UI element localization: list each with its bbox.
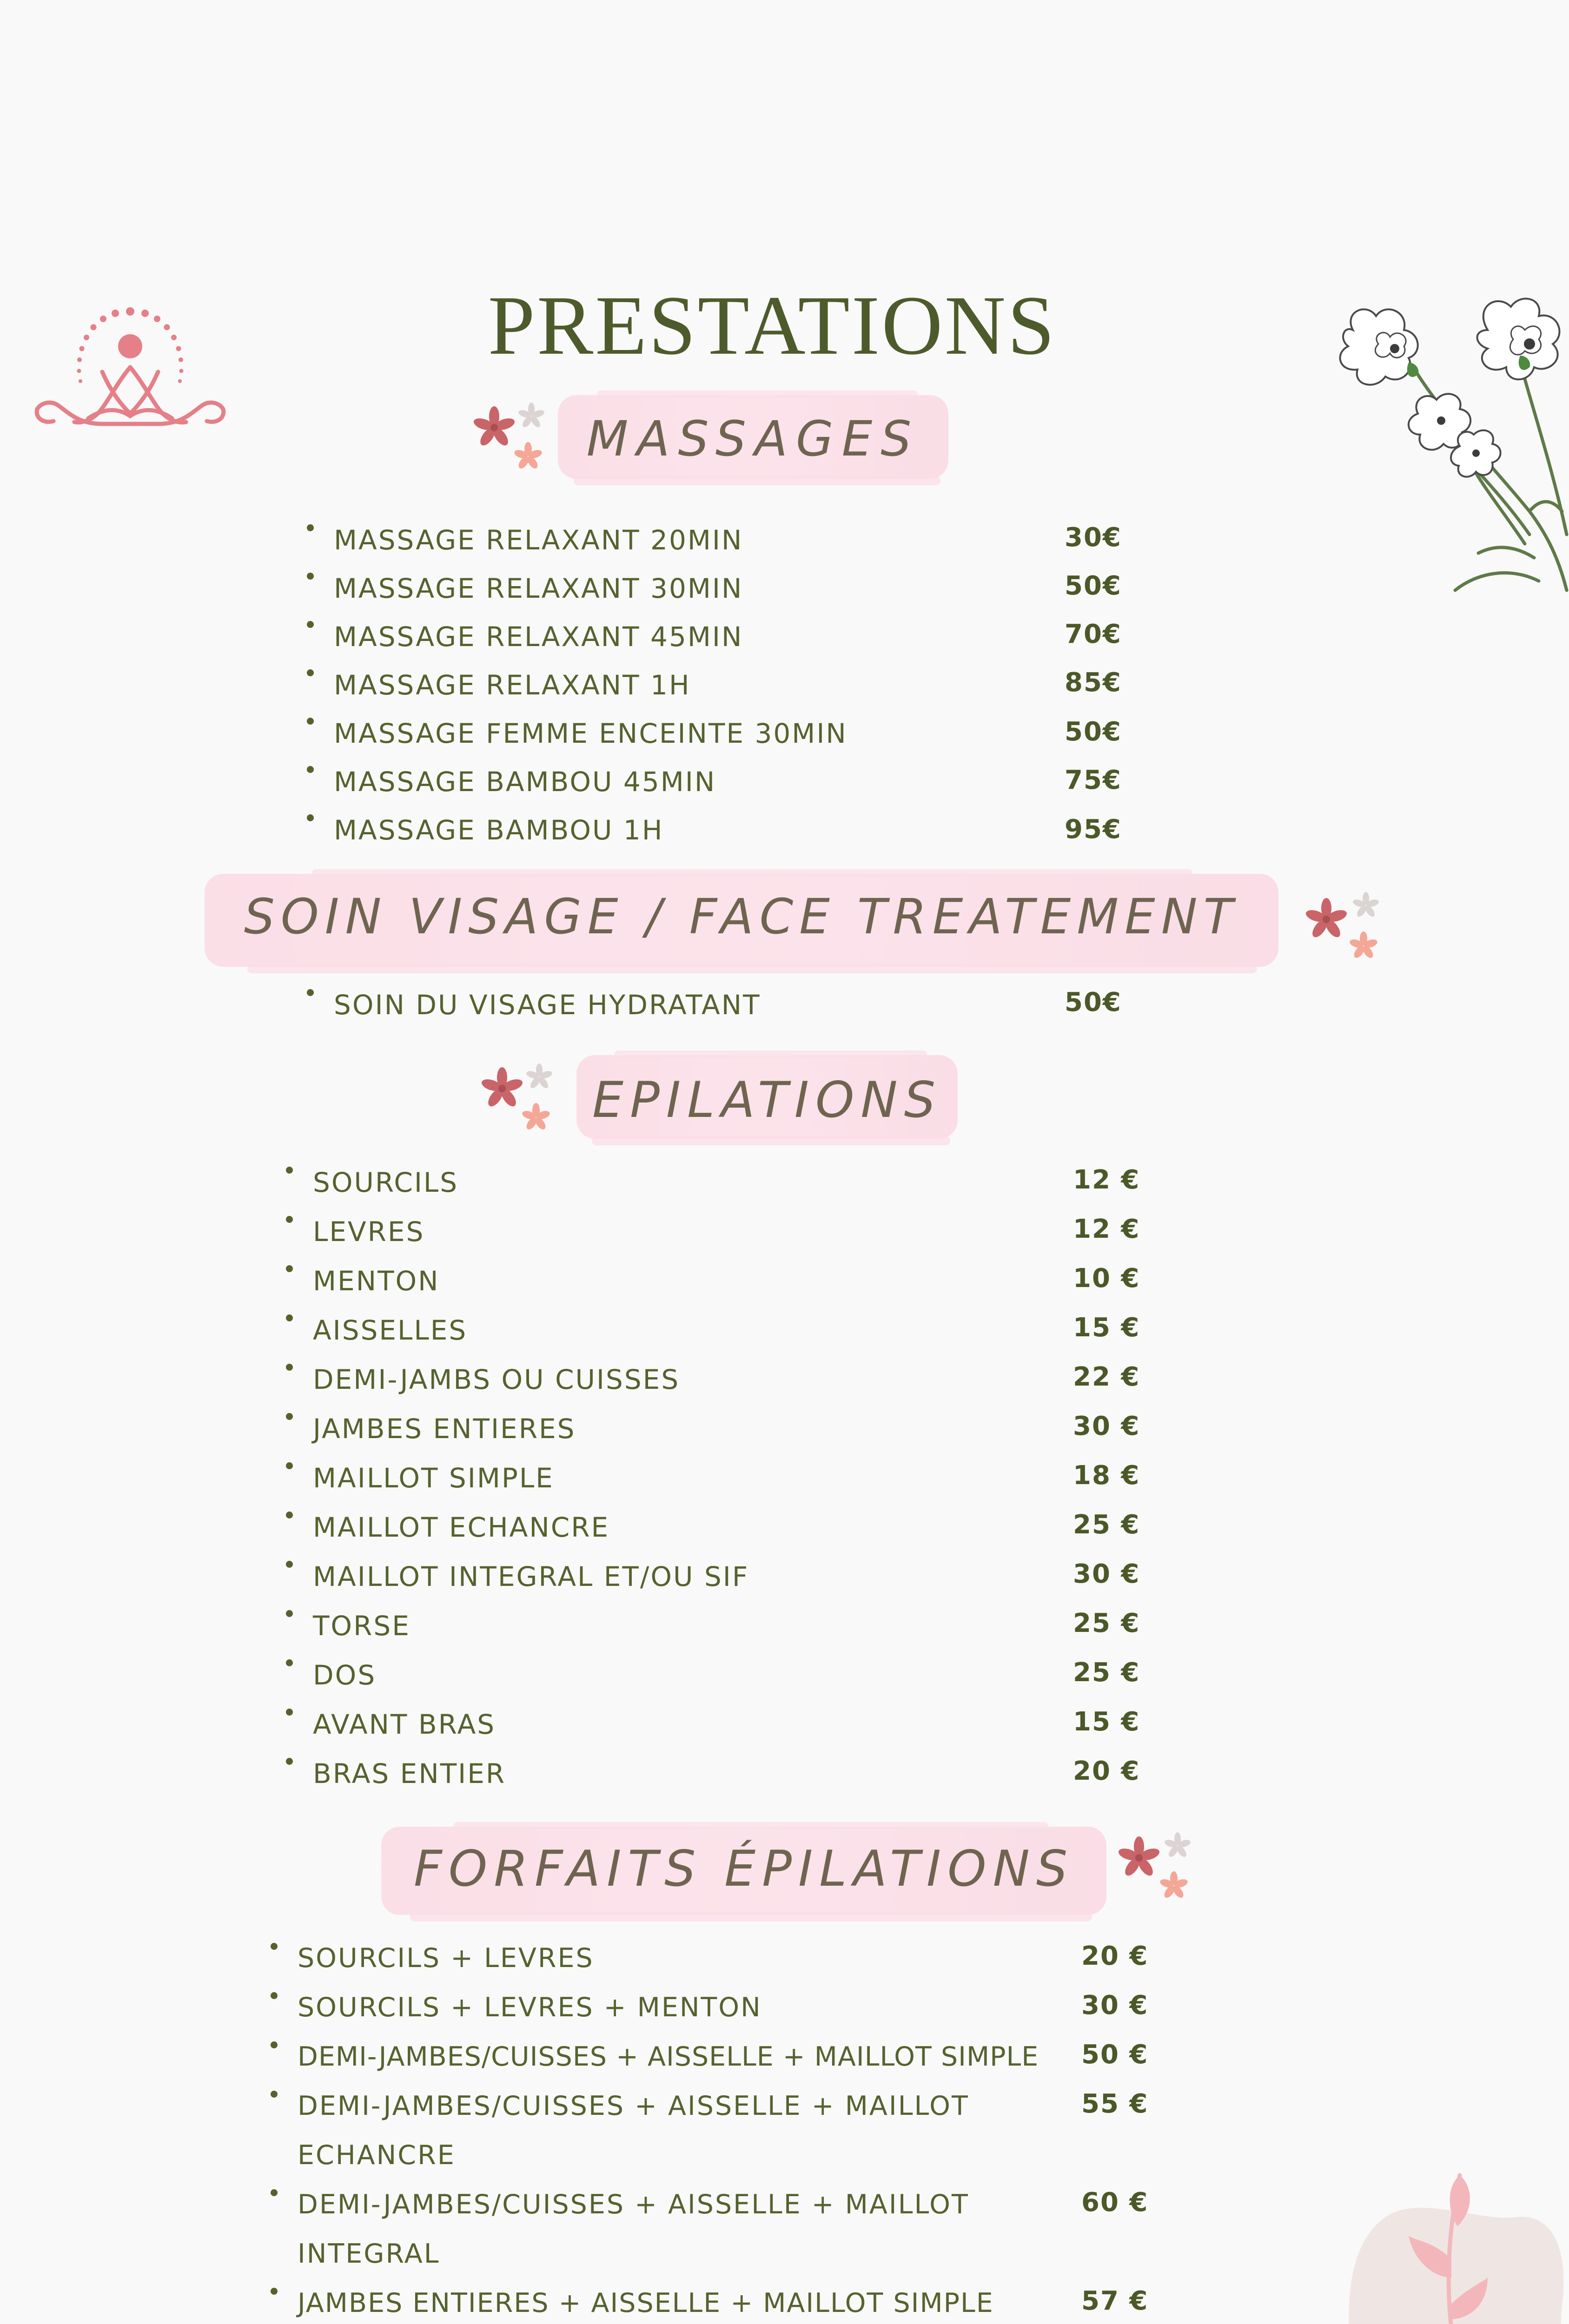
list-item: AISSELLES: [286, 1314, 749, 1364]
price-value: 25 €: [1073, 1657, 1140, 1688]
section-title-forfaits: FORFAITS ÉPILATIONS: [413, 1840, 1074, 1897]
list-item: LEVRES: [286, 1216, 749, 1265]
price-value: 50€: [1065, 717, 1122, 747]
price-value: 22 €: [1073, 1362, 1140, 1392]
price-value: 30 €: [1073, 1559, 1140, 1589]
price-value: 95€: [1065, 814, 1122, 845]
price-value: 75€: [1065, 765, 1122, 795]
price-value: 25 €: [1073, 1608, 1140, 1638]
list-item: DEMI-JAMBS OU CUISSES: [286, 1364, 749, 1413]
price-value: 18 €: [1073, 1460, 1140, 1491]
flower-cluster-icon: [469, 401, 548, 475]
list-item: MASSAGE RELAXANT 1H: [307, 669, 847, 718]
list-item: MASSAGE RELAXANT 30MIN: [307, 573, 847, 621]
list-item: MENTON: [286, 1265, 749, 1314]
list-item: MASSAGE RELAXANT 45MIN: [307, 621, 847, 669]
price-value: 55 €: [1081, 2089, 1149, 2119]
section-title-soin-visage: SOIN VISAGE / FACE TREATEMENT: [244, 888, 1239, 945]
flower-cluster-icon: [1301, 888, 1380, 962]
list-item: [271, 2189, 1039, 2288]
price-value: 70€: [1065, 619, 1122, 649]
item-label-line: DEMI-JAMBES/CUISSES + AISSELLE + MAILLOT: [298, 2091, 969, 2121]
price-value: 85€: [1065, 667, 1122, 698]
list-item: MAILLOT INTEGRAL ET/OU SIF: [286, 1561, 749, 1610]
price-value: 10 €: [1073, 1263, 1140, 1294]
epilations-list: [286, 1167, 749, 1807]
price-value: 60 €: [1081, 2187, 1149, 2218]
list-item: MASSAGE BAMBOU 1H: [307, 814, 847, 863]
list-item: BRAS ENTIER: [286, 1758, 749, 1807]
section-title-epilations: EPILATIONS: [592, 1071, 942, 1129]
price-value: 15 €: [1073, 1313, 1140, 1343]
list-item: MASSAGE FEMME ENCEINTE 30MIN: [307, 718, 847, 766]
flower-cluster-icon: [477, 1061, 556, 1135]
item-label-line: DEMI-JAMBES/CUISSES + AISSELLE + MAILLOT: [298, 2189, 969, 2220]
list-item: MASSAGE BAMBOU 45MIN: [307, 766, 847, 814]
price-value: 30 €: [1081, 1990, 1149, 2020]
list-item: TORSE: [286, 1610, 749, 1659]
list-item: DOS: [286, 1659, 749, 1709]
list-item: MASSAGE RELAXANT 20MIN: [307, 524, 847, 573]
price-value: 30 €: [1073, 1411, 1140, 1441]
forfaits-list: [271, 1943, 1039, 2324]
list-item: SOURCILS + LEVRES + MENTON: [271, 1992, 1039, 2041]
soin-list: [307, 989, 761, 1037]
item-label-line: INTEGRAL: [298, 2238, 440, 2269]
list-item: SOIN DU VISAGE HYDRATANT: [307, 989, 761, 1037]
flower-cluster-icon: [1113, 1829, 1192, 1903]
leaf-branch-illustration-icon: [1344, 2166, 1569, 2324]
price-value: 50 €: [1081, 2040, 1149, 2070]
list-item: [271, 2091, 1039, 2189]
price-value: 50€: [1065, 987, 1122, 1017]
list-item: JAMBES ENTIERES: [286, 1413, 749, 1462]
section-title-massages: MASSAGES: [586, 410, 920, 467]
price-value: 57 €: [1081, 2286, 1149, 2316]
list-item: DEMI-JAMBES/CUISSES + AISSELLE + MAILLOT SIMPLE: [271, 2041, 1039, 2091]
price-value: 12 €: [1073, 1214, 1140, 1244]
page-title: PRESTATIONS: [488, 279, 1057, 372]
price-value: 25 €: [1073, 1510, 1140, 1540]
price-value: 50€: [1065, 571, 1122, 601]
item-label-line: ECHANCRE: [298, 2140, 456, 2171]
list-item: SOURCILS: [286, 1167, 749, 1216]
price-value: 20 €: [1073, 1756, 1140, 1786]
list-item: MAILLOT SIMPLE: [286, 1462, 749, 1512]
list-item: AVANT BRAS: [286, 1709, 749, 1758]
massages-list: [307, 524, 847, 863]
list-item: MAILLOT ECHANCRE: [286, 1512, 749, 1561]
price-value: 30€: [1065, 522, 1122, 553]
price-value: 20 €: [1081, 1941, 1149, 1971]
list-item: SOURCILS + LEVRES: [271, 1943, 1039, 1992]
list-item: JAMBES ENTIERES + AISSELLE + MAILLOT SIMPLE: [271, 2288, 1039, 2324]
price-value: 15 €: [1073, 1707, 1140, 1737]
price-value: 12 €: [1073, 1165, 1140, 1195]
